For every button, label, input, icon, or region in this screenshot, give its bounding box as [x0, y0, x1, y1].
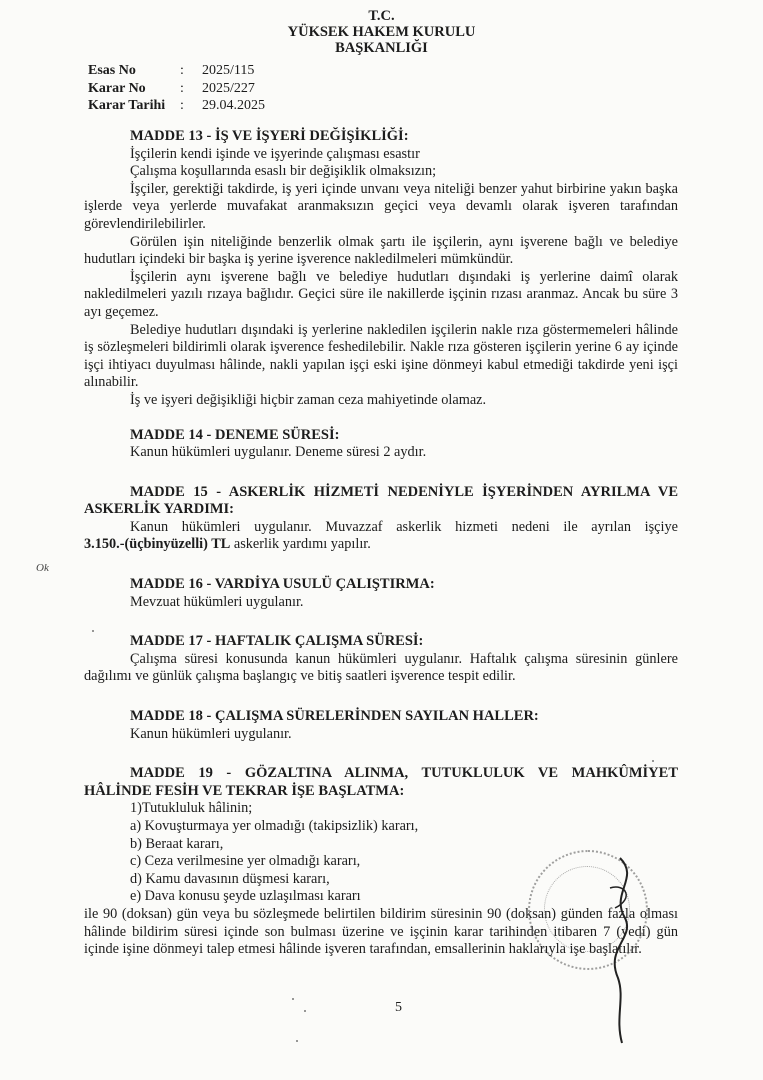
meta-key: Karar No [88, 80, 146, 96]
article-19-item: e) Dava konusu şeyde uzlaşılması kararı [130, 888, 361, 905]
article-15-title-line-1: MADDE 15 - ASKERLİK HİZMETİ NEDENİYLE İŞYERİNDEN AYRILMA VE [130, 483, 678, 500]
article-17-title: MADDE 17 - HAFTALIK ÇALIŞMA SÜRESİ: [130, 633, 424, 650]
meta-value: 2025/227 [202, 80, 255, 96]
scan-speck [296, 1040, 298, 1042]
article-19-item: a) Kovuşturmaya yer olmadığı (takipsizlik) kararı, [130, 818, 419, 834]
article-19-title-line-2: HÂLİNDE FESİH VE TEKRAR İŞE BAŞLATMA: [84, 782, 405, 799]
article-13-paragraph-4: Belediye hudutları dışındaki iş yerlerine nakledilen işçilerin nakle rıza göstermemeleri hâlinde iş sözleşmeleri bildirimli olarak işverence feshedilebilir. Nakle rıza gösteren işçilerin yerine 6 ay içinde işçi ihtiyacı duyulması hâlinde, nakli yapılan işçi eski işine dönmeyi kabul etmediği takdirde yeni işçi alınabilir. [84, 321, 678, 391]
handwritten-signature [590, 848, 650, 1048]
header-institution: YÜKSEK HAKEM KURULU [287, 24, 476, 40]
meta-row-tarih [88, 97, 265, 115]
article-13-paragraph-2: Görülen işin niteliğinde benzerlik olmak şartı ile işçilerin, aynı işverene bağlı ve belediye hudutları içindeki bir başka iş yerine işverence nakledilmeleri mümkündür. [84, 233, 678, 268]
article-14-title: MADDE 14 - DENEME SÜRESİ: [130, 426, 340, 443]
article-13-title: MADDE 13 - İŞ VE İŞYERİ DEĞİŞİKLİĞİ: [130, 128, 409, 144]
meta-key: Karar Tarihi [88, 98, 166, 113]
article-19-item: c) Ceza verilmesine yer olmadığı kararı, [130, 853, 361, 870]
meta-colon: : [180, 80, 184, 96]
document-body [84, 128, 678, 959]
header-tc: T.C. [368, 8, 395, 24]
margin-note: Ok [36, 562, 49, 574]
article-13-paragraph-3: İşçilerin aynı işverene bağlı ve belediye hudutları dışındaki iş yerlerine daimî olarak nakledilmeleri yazılı rızaya bağlıdır. Geçici süre ile nakillerde işçinin rızası aranmaz. Ancak bu süre 3 ayı geçemez. [84, 268, 678, 320]
article-15-text-line-2 [84, 536, 678, 554]
scan-speck [652, 760, 654, 762]
meta-value: 2025/115 [202, 63, 255, 78]
spacer [84, 743, 678, 765]
article-15-amount: 3.150.-(üçbinyüzelli) TL [84, 536, 231, 553]
meta-key: Esas No [88, 63, 136, 78]
article-15-text-end: askerlik yardımı yapılır. [230, 536, 371, 553]
article-13-paragraph-1: İşçiler, gerektiği takdirde, iş yeri içinde unvanı veya niteliği benzer yahut birbirine yakın başka işlerde veya yerlerde muvafakat aranmaksızın geçici veya devamlı olarak işveren tarafından görevlendirilebilirler. [84, 180, 678, 232]
meta-value: 29.04.2025 [202, 98, 265, 113]
article-19-item: d) Kamu davasının düşmesi kararı, [130, 870, 330, 887]
page-number: 5 [395, 1000, 402, 1015]
article-15-text-line-1: Kanun hükümleri uygulanır. Muvazzaf askerlik hizmeti nedeni ile ayrılan işçiye [130, 518, 678, 535]
article-17-text: Çalışma süresi konusunda kanun hükümleri uygulanır. Haftalık çalışma süresinin günlere dağılımı ve günlük çalışma başlangıç ve bitiş saatleri işverence tespit edilir. [84, 650, 678, 685]
article-15-title-line-2: ASKERLİK YARDIMI: [84, 501, 234, 518]
article-14-text: Kanun hükümleri uygulanır. Deneme süresi 2 aydır. [130, 444, 427, 461]
meta-row-karar [88, 80, 265, 98]
article-19-intro: 1)Tutukluluk hâlinin; [130, 800, 253, 817]
article-19-item: b) Beraat kararı, [130, 835, 224, 852]
spacer [84, 554, 678, 576]
spacer [84, 686, 678, 708]
meta-colon: : [180, 98, 184, 113]
spacer [84, 611, 678, 633]
meta-colon: : [180, 63, 184, 78]
spacer [84, 462, 678, 484]
header-presidency: BAŞKANLIĞI [335, 40, 428, 56]
article-18-text: Kanun hükümleri uygulanır. [130, 725, 292, 742]
meta-row-esas [88, 62, 265, 80]
scan-speck [292, 998, 294, 1000]
article-13-line-1: İşçilerin kendi işinde ve işyerinde çalışması esastır [130, 145, 420, 162]
article-16-text: Mevzuat hükümleri uygulanır. [130, 593, 304, 610]
article-18-title: MADDE 18 - ÇALIŞMA SÜRELERİNDEN SAYILAN HALLER: [130, 708, 539, 725]
article-13-paragraph-5: İş ve işyeri değişikliği hiçbir zaman ceza mahiyetinde olamaz. [130, 391, 487, 408]
article-19-closing: ile 90 (doksan) gün veya bu sözleşmede belirtilen bildirim süresinin 90 (doksan) günden fazla olması hâlinde bildirim süresi içinde son bulması üzerine ve işçinin karar tarihinden itibaren 7 (yedi) gün içinde işine dönmeyi talep etmesi hâlinde işveren tarafından, emsallerinin haklarıyla işe başlatılır. [84, 905, 678, 958]
article-19-title-line-1: MADDE 19 - GÖZALTINA ALINMA, TUTUKLULUK VE MAHKÛMİYET [130, 765, 678, 782]
article-13-line-2: Çalışma koşullarında esaslı bir değişiklik olmaksızın; [130, 163, 437, 180]
case-metadata [88, 62, 265, 115]
scan-speck [304, 1010, 306, 1012]
spacer [84, 410, 678, 427]
article-16-title: MADDE 16 - VARDİYA USULÜ ÇALIŞTIRMA: [130, 576, 435, 593]
scan-speck [92, 630, 94, 632]
